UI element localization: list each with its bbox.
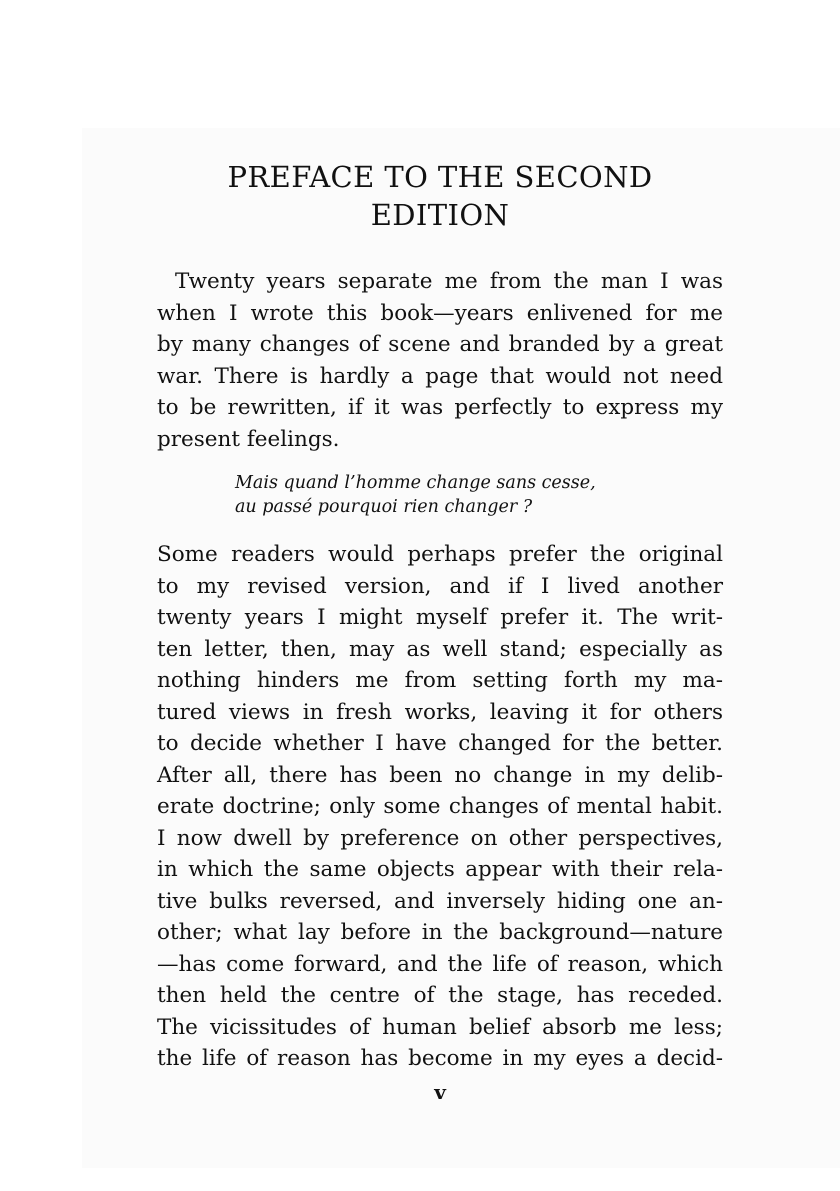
- quotation-line: Mais quand l’homme change sans cesse,: [235, 473, 596, 493]
- paragraph-2-line: twenty years I might myself prefer it. The writ-: [157, 605, 723, 630]
- paragraph-1-line: to be rewritten, if it was perfectly to express my: [157, 395, 723, 420]
- paragraph-2-line: the life of reason has become in my eyes a decid-: [157, 1046, 723, 1071]
- paragraph-1-line: by many changes of scene and branded by a great: [157, 332, 723, 357]
- paragraph-2-line: —has come forward, and the life of reason, which: [157, 951, 723, 977]
- paragraph-2-line: I now dwell by preference on other perspectives,: [157, 825, 723, 851]
- french-quotation: [235, 471, 723, 519]
- paragraph-2-line: in which the same objects appear with their rela-: [157, 857, 723, 882]
- page-number: v: [434, 1079, 446, 1104]
- paragraph-1-line: when I wrote this book—years enlivened for me: [157, 300, 723, 326]
- paragraph-2-line: The vicissitudes of human belief absorb me less;: [157, 1014, 723, 1040]
- paragraph-2-line: tive bulks reversed, and inversely hiding one an-: [157, 888, 723, 914]
- paragraph-1: [157, 266, 723, 455]
- paragraph-1-line: war. There is hardly a page that would not need: [157, 363, 723, 389]
- quotation-line: au passé pourquoi rien changer ?: [235, 497, 533, 517]
- paragraph-2-line: ten letter, then, may as well stand; especially as: [157, 636, 723, 662]
- paragraph-2-line: After all, there has been no change in my delib-: [157, 762, 723, 788]
- paragraph-2-line: to decide whether I have changed for the better.: [157, 731, 723, 756]
- paragraph-2-line: then held the centre of the stage, has receded.: [157, 983, 723, 1008]
- paragraph-2-line: other; what lay before in the background—nature: [157, 920, 723, 945]
- book-page: [157, 158, 723, 1107]
- paragraph-2-line: nothing hinders me from setting forth my ma-: [157, 668, 723, 693]
- paragraph-2-line: Some readers would perhaps prefer the original: [157, 542, 723, 567]
- paragraph-2-line: erate doctrine; only some changes of mental habit.: [157, 794, 723, 819]
- paragraph-1-line: Twenty years separate me from the man I was: [175, 269, 723, 294]
- paragraph-2-line: to my revised version, and if I lived another: [157, 573, 723, 599]
- paragraph-2-line: tured views in fresh works, leaving it for others: [157, 699, 723, 725]
- paragraph-2: [157, 539, 723, 1075]
- page-title: [157, 158, 723, 234]
- title-line-1: PREFACE TO THE SECOND: [227, 160, 653, 194]
- paragraph-1-line: present feelings.: [157, 426, 340, 452]
- title-line-2: EDITION: [370, 198, 510, 232]
